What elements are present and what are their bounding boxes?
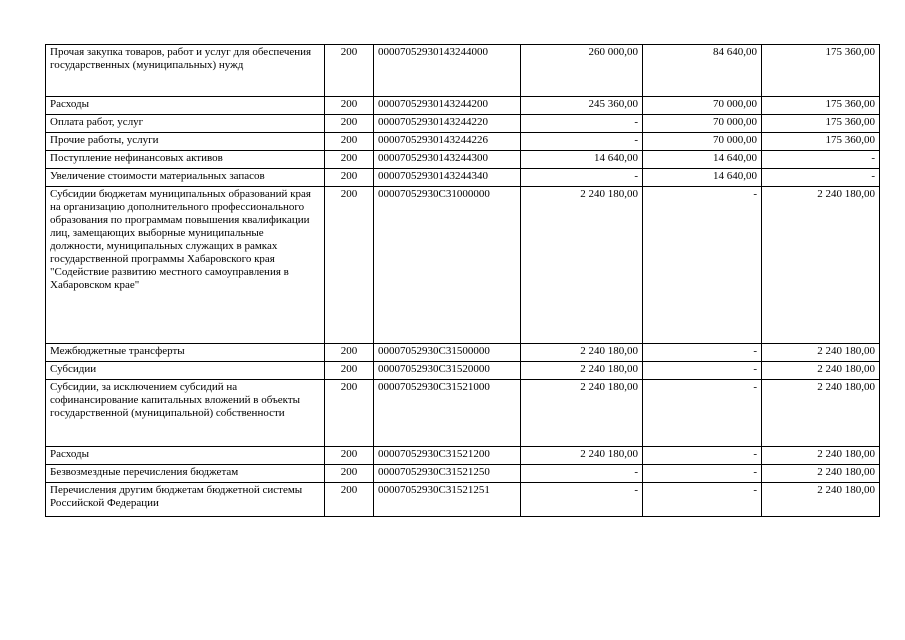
row-line-code-cell: 200: [325, 133, 374, 151]
row-approved-cell: 260 000,00: [521, 45, 643, 97]
row-line-code-cell: 200: [325, 151, 374, 169]
table-row: [46, 187, 880, 344]
row-name-cell: Субсидии, за исключением субсидий на софинансирование капитальных вложений в объекты государственной (муниципальной) собственности: [46, 380, 325, 447]
row-line-code-cell: 200: [325, 362, 374, 380]
row-budget-code-cell: 00007052930С31500000: [374, 344, 521, 362]
table-row: [46, 133, 880, 151]
row-budget-code-cell: 00007052930С31521200: [374, 447, 521, 465]
row-executed-cell: 14 640,00: [643, 169, 762, 187]
row-executed-cell: -: [643, 447, 762, 465]
row-remaining-cell: -: [762, 169, 880, 187]
row-remaining-cell: 2 240 180,00: [762, 362, 880, 380]
table-row: [46, 362, 880, 380]
row-line-code-cell: 200: [325, 169, 374, 187]
row-name-cell: Расходы: [46, 97, 325, 115]
row-remaining-cell: 175 360,00: [762, 45, 880, 97]
row-approved-cell: -: [521, 169, 643, 187]
table-row: [46, 380, 880, 447]
row-line-code-cell: 200: [325, 447, 374, 465]
row-approved-cell: -: [521, 483, 643, 517]
row-executed-cell: 70 000,00: [643, 97, 762, 115]
row-executed-cell: 14 640,00: [643, 151, 762, 169]
row-executed-cell: -: [643, 483, 762, 517]
row-line-code-cell: 200: [325, 115, 374, 133]
row-remaining-cell: 2 240 180,00: [762, 344, 880, 362]
row-name-cell: Прочая закупка товаров, работ и услуг для обеспечения государственных (муниципальных) нужд: [46, 45, 325, 97]
row-approved-cell: 2 240 180,00: [521, 362, 643, 380]
row-executed-cell: -: [643, 465, 762, 483]
row-approved-cell: 245 360,00: [521, 97, 643, 115]
table-row: [46, 45, 880, 97]
row-remaining-cell: 2 240 180,00: [762, 465, 880, 483]
row-remaining-cell: 2 240 180,00: [762, 447, 880, 465]
row-budget-code-cell: 00007052930143244226: [374, 133, 521, 151]
table-row: [46, 151, 880, 169]
row-line-code-cell: 200: [325, 187, 374, 344]
row-remaining-cell: 175 360,00: [762, 133, 880, 151]
row-name-cell: Субсидии бюджетам муниципальных образований края на организацию дополнительного профессионального образования по программам повышения квалификации лиц, замещающих выборные муниципальные должности, муниципальных служащих в рамках государственной программы Хабаровского края "Содействие развитию местного самоуправления в Хабаровском крае": [46, 187, 325, 344]
row-name-cell: Расходы: [46, 447, 325, 465]
row-budget-code-cell: 00007052930С31000000: [374, 187, 521, 344]
row-approved-cell: 2 240 180,00: [521, 187, 643, 344]
row-name-cell: Перечисления другим бюджетам бюджетной системы Российской Федерации: [46, 483, 325, 517]
row-line-code-cell: 200: [325, 97, 374, 115]
table-row: [46, 447, 880, 465]
row-name-cell: Прочие работы, услуги: [46, 133, 325, 151]
row-executed-cell: -: [643, 344, 762, 362]
row-line-code-cell: 200: [325, 45, 374, 97]
row-approved-cell: 2 240 180,00: [521, 447, 643, 465]
row-name-cell: Субсидии: [46, 362, 325, 380]
table-row: [46, 483, 880, 517]
row-approved-cell: -: [521, 465, 643, 483]
table-row: [46, 465, 880, 483]
row-name-cell: Межбюджетные трансферты: [46, 344, 325, 362]
table-row: [46, 115, 880, 133]
row-approved-cell: -: [521, 115, 643, 133]
row-budget-code-cell: 00007052930С31520000: [374, 362, 521, 380]
row-approved-cell: 2 240 180,00: [521, 380, 643, 447]
row-approved-cell: 2 240 180,00: [521, 344, 643, 362]
row-remaining-cell: 2 240 180,00: [762, 380, 880, 447]
row-budget-code-cell: 00007052930С31521250: [374, 465, 521, 483]
row-line-code-cell: 200: [325, 483, 374, 517]
row-line-code-cell: 200: [325, 344, 374, 362]
row-name-cell: Безвозмездные перечисления бюджетам: [46, 465, 325, 483]
row-remaining-cell: -: [762, 151, 880, 169]
row-budget-code-cell: 00007052930С31521251: [374, 483, 521, 517]
row-line-code-cell: 200: [325, 465, 374, 483]
row-budget-code-cell: 00007052930143244220: [374, 115, 521, 133]
table-row: [46, 169, 880, 187]
row-approved-cell: 14 640,00: [521, 151, 643, 169]
row-remaining-cell: 175 360,00: [762, 97, 880, 115]
row-budget-code-cell: 00007052930143244340: [374, 169, 521, 187]
row-remaining-cell: 2 240 180,00: [762, 483, 880, 517]
row-remaining-cell: 2 240 180,00: [762, 187, 880, 344]
row-line-code-cell: 200: [325, 380, 374, 447]
row-executed-cell: -: [643, 187, 762, 344]
row-name-cell: Оплата работ, услуг: [46, 115, 325, 133]
budget-execution-table: [45, 44, 880, 517]
table-row: [46, 344, 880, 362]
row-approved-cell: -: [521, 133, 643, 151]
row-executed-cell: 70 000,00: [643, 133, 762, 151]
row-budget-code-cell: 00007052930143244200: [374, 97, 521, 115]
row-budget-code-cell: 00007052930143244300: [374, 151, 521, 169]
row-executed-cell: 84 640,00: [643, 45, 762, 97]
row-budget-code-cell: 00007052930С31521000: [374, 380, 521, 447]
row-executed-cell: -: [643, 362, 762, 380]
row-executed-cell: 70 000,00: [643, 115, 762, 133]
row-name-cell: Увеличение стоимости материальных запасов: [46, 169, 325, 187]
row-budget-code-cell: 00007052930143244000: [374, 45, 521, 97]
table-row: [46, 97, 880, 115]
row-remaining-cell: 175 360,00: [762, 115, 880, 133]
row-name-cell: Поступление нефинансовых активов: [46, 151, 325, 169]
row-executed-cell: -: [643, 380, 762, 447]
